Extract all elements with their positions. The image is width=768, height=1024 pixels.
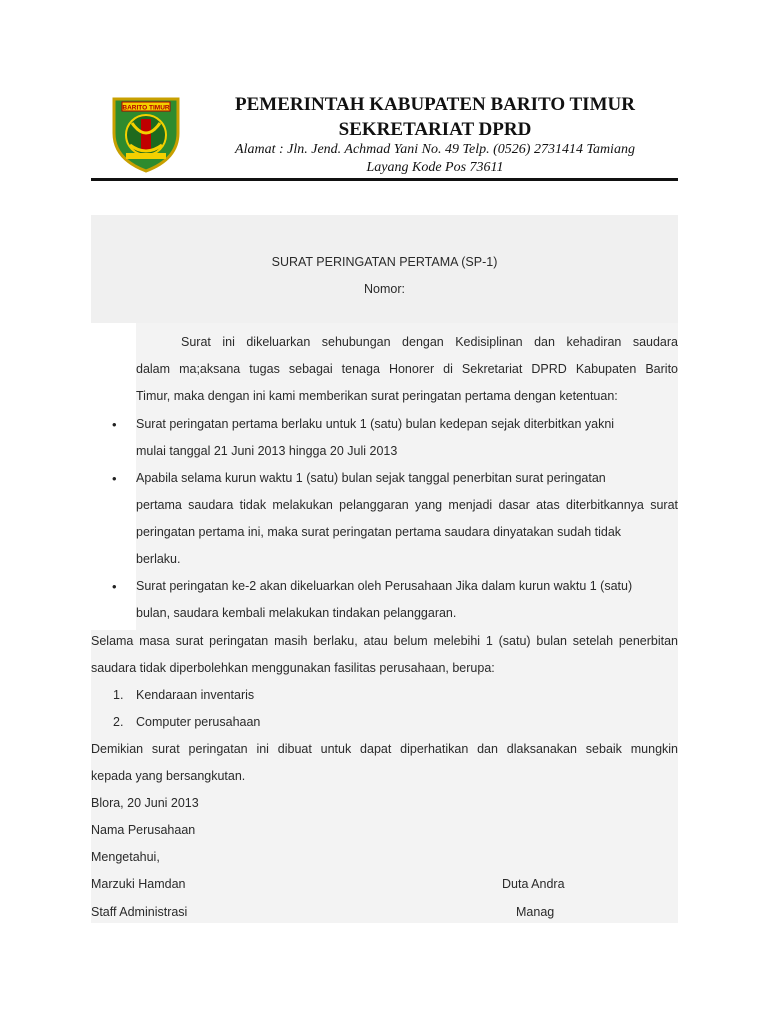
numbered-item-1-text: Kendaraan inventaris xyxy=(136,688,255,702)
signer-right-name: Duta Andra xyxy=(502,877,565,891)
intro-line-2: dalam ma;aksana tugas sebagai tenaga Honorer di Sekretariat DPRD Kabupaten Barito xyxy=(136,362,678,376)
closing-line-1: Demikian surat peringatan ini dibuat untuk dapat diperhatikan dan dlaksanakan sebaik mungkin xyxy=(91,742,678,756)
bullet-2-line-1: Apabila selama kurun waktu 1 (satu) bulan sejak tanggal penerbitan surat peringatan xyxy=(136,471,606,485)
bullet-2-line-3: peringatan pertama ini, maka surat peringatan pertama saudara dinyatakan sudah tidak xyxy=(136,525,622,539)
logo-text: BARITO TIMUR xyxy=(122,104,170,112)
numbered-item-2-number: 2. xyxy=(113,715,124,729)
letterhead-title-line1: PEMERINTAH KABUPATEN BARITO TIMUR xyxy=(235,94,635,115)
letter-heading: SURAT PERINGATAN PERTAMA (SP-1) xyxy=(271,255,498,269)
signer-right-title: Manag xyxy=(516,905,555,919)
closing-line-2: kepada yang bersangkutan. xyxy=(91,769,246,783)
letterhead-title-line2: SEKRETARIAT DPRD xyxy=(338,119,532,140)
letterhead-address-line1: Alamat : Jln. Jend. Achmad Yani No. 49 Telp. (0526) 2731414 Tamiang xyxy=(235,142,635,157)
restriction-line-2: saudara tidak diperbolehkan menggunakan fasilitas perusahaan, berupa: xyxy=(91,661,495,675)
bullet-3-line-1: Surat peringatan ke-2 akan dikeluarkan oleh Perusahaan Jika dalam kurun waktu 1 (satu) xyxy=(136,579,633,593)
signer-left-title: Staff Administrasi xyxy=(91,905,188,919)
numbered-item-1-number: 1. xyxy=(113,688,124,702)
numbered-item-2-text: Computer perusahaan xyxy=(136,715,261,729)
bullet-marker-3: • xyxy=(112,579,117,594)
company-name: Nama Perusahaan xyxy=(91,823,196,837)
acknowledged-label: Mengetahui, xyxy=(91,850,160,864)
letterhead-address-line2: Layang Kode Pos 73611 xyxy=(366,160,504,175)
bullet-3-line-2: bulan, saudara kembali melakukan tindakan pelanggaran. xyxy=(136,606,457,620)
letter-number-label: Nomor: xyxy=(364,282,405,296)
signer-left-name: Marzuki Hamdan xyxy=(91,877,186,891)
place-date: Blora, 20 Juni 2013 xyxy=(91,796,199,810)
restriction-line-1: Selama masa surat peringatan masih berlaku, atau belum melebihi 1 (satu) bulan setelah penerbitan xyxy=(91,634,678,648)
bullet-1-line-2: mulai tanggal 21 Juni 2013 hingga 20 Juli 2013 xyxy=(136,444,398,458)
letterhead-divider xyxy=(91,178,678,181)
bullet-marker-2: • xyxy=(112,471,117,486)
bullet-2-line-4: berlaku. xyxy=(136,552,181,566)
regency-emblem-logo xyxy=(108,93,184,173)
bullet-2-line-2: pertama saudara tidak melakukan pelanggaran yang menjadi dasar atas diterbitkannya surat xyxy=(136,498,678,512)
bullet-1-line-1: Surat peringatan pertama berlaku untuk 1 (satu) bulan kedepan sejak diterbitkan yakni xyxy=(136,417,615,431)
intro-line-3: Timur, maka dengan ini kami memberikan surat peringatan pertama dengan ketentuan: xyxy=(136,389,618,403)
bullet-marker-1: • xyxy=(112,417,117,432)
intro-line-1: Surat ini dikeluarkan sehubungan dengan Kedisiplinan dan kehadiran saudara xyxy=(181,335,678,349)
